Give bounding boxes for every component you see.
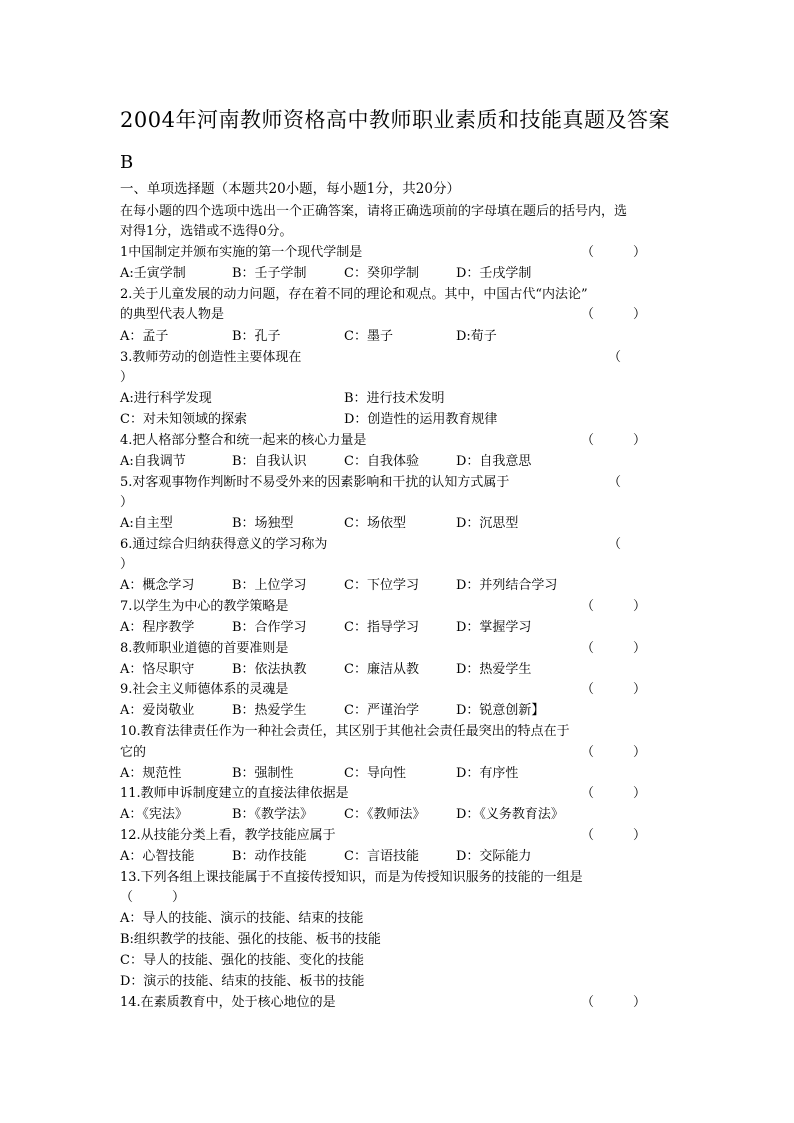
option-a: A:壬寅学制 xyxy=(120,266,186,281)
answer-blank: （ ） xyxy=(581,599,647,614)
option-c: C：《教师法》 xyxy=(344,807,426,822)
option-a: A:自我调节 xyxy=(120,454,186,469)
question-stem: 10.教育法律责任作为一种社会责任，其区别于其他社会责任最突出的特点在于 xyxy=(120,724,570,739)
option-c: C：导人的技能、强化的技能、变化的技能 xyxy=(120,953,364,968)
option-a: A:自主型 xyxy=(120,516,173,531)
option-c: C：对未知领域的探索 xyxy=(120,412,247,427)
question-stem: 6.通过综合归纳获得意义的学习称为 xyxy=(120,537,328,552)
question-stem: 14.在素质教育中，处于核心地位的是 xyxy=(120,995,336,1010)
option-c: C：癸卯学制 xyxy=(344,266,419,281)
answer-blank: （ ） xyxy=(581,828,647,843)
question-stem-continued: 它的 xyxy=(120,745,147,760)
option-c: C：严谨治学 xyxy=(344,703,419,718)
question-stem: 5.对客观事物作判断时不易受外来的因素影响和干扰的认知方式属于 xyxy=(120,475,510,490)
option-d: D：交际能力 xyxy=(456,849,532,864)
page-title: 2004年河南教师资格高中教师职业素质和技能真题及答案 xyxy=(120,108,670,132)
option-c: C：指导学习 xyxy=(344,620,419,635)
question-stem: 7.以学生为中心的教学策略是 xyxy=(120,599,289,614)
answer-blank: （ ） xyxy=(581,245,647,260)
option-b: B：孔子 xyxy=(232,329,281,344)
option-b: B：上位学习 xyxy=(232,578,307,593)
answer-blank: （ ） xyxy=(581,786,647,801)
option-b: B：依法执教 xyxy=(232,662,307,677)
option-b: B：合作学习 xyxy=(232,620,307,635)
question-stem: 12.从技能分类上看，教学技能应属于 xyxy=(120,828,336,843)
option-d: D：《义务教育法》 xyxy=(456,807,564,822)
question-stem-continued: 的典型代表人物是 xyxy=(120,307,225,322)
question-stem: 9.社会主义师德体系的灵魂是 xyxy=(120,682,289,697)
option-c: C：导向性 xyxy=(344,766,406,781)
answer-blank: （ ） xyxy=(581,307,647,322)
option-b: B：场独型 xyxy=(232,516,294,531)
option-a: A：爱岗敬业 xyxy=(120,703,195,718)
option-c: C：下位学习 xyxy=(344,578,419,593)
question-stem: 8.教师职业道德的首要准则是 xyxy=(120,641,289,656)
option-b: B：自我认识 xyxy=(232,454,307,469)
option-b: B：热爱学生 xyxy=(232,703,307,718)
option-d: D:荀子 xyxy=(456,329,497,344)
option-a: A：程序教学 xyxy=(120,620,195,635)
option-a: A：概念学习 xyxy=(120,578,195,593)
option-c: C：言语技能 xyxy=(344,849,419,864)
option-a: A：恪尽职守 xyxy=(120,662,195,677)
section-heading: 一、单项选择题（本题共20小题，每小题1分，共20分） xyxy=(120,181,460,197)
option-a: A:进行科学发现 xyxy=(120,391,212,406)
option-b: B：强制性 xyxy=(232,766,294,781)
option-d: D：自我意思 xyxy=(456,454,532,469)
option-b: B：《教学法》 xyxy=(232,807,314,822)
option-b: B：进行技术发明 xyxy=(344,391,445,406)
instruction-line-1: 在每小题的四个选项中选出一个正确答案，请将正确选项前的字母填在题后的括号内，选 xyxy=(120,204,628,219)
option-c: C：廉洁从教 xyxy=(344,662,419,677)
option-d: D：壬戌学制 xyxy=(456,266,532,281)
answer-blank: （ ） xyxy=(581,682,647,697)
option-a: A：规范性 xyxy=(120,766,182,781)
answer-blank: （ ） xyxy=(581,995,647,1010)
answer-paren-close: ） xyxy=(120,495,134,510)
option-d: D：热爱学生 xyxy=(456,662,532,677)
option-d: D：演示的技能、结束的技能、板书的技能 xyxy=(120,974,365,989)
version-label: B xyxy=(120,152,134,173)
answer-blank: （ ） xyxy=(581,641,647,656)
question-stem: 4.把人格部分整合和统一起来的核心力量是 xyxy=(120,433,367,448)
option-c: C：场依型 xyxy=(344,516,406,531)
answer-blank: （ ） xyxy=(581,433,647,448)
instruction-line-2: 对得1分，选错或不选得0分。 xyxy=(120,224,293,239)
option-b: B：动作技能 xyxy=(232,849,307,864)
question-stem: 1中国制定并颁布实施的第一个现代学制是 xyxy=(120,245,363,260)
answer-paren-open: （ xyxy=(608,350,622,365)
option-b: B:组织教学的技能、强化的技能、板书的技能 xyxy=(120,932,381,947)
option-a: A：《宪法》 xyxy=(120,807,188,822)
option-b: B：壬子学制 xyxy=(232,266,307,281)
option-a: A：心智技能 xyxy=(120,849,195,864)
option-d: D：锐意创新】 xyxy=(456,703,545,718)
option-c: C：自我体验 xyxy=(344,454,419,469)
answer-blank: （ ） xyxy=(120,890,186,905)
option-d: D：并列结合学习 xyxy=(456,578,558,593)
option-d: D：沉思型 xyxy=(456,516,519,531)
option-c: C：墨子 xyxy=(344,329,393,344)
answer-blank: （ ） xyxy=(581,745,647,760)
answer-paren-close: ） xyxy=(120,557,134,572)
option-d: D：创造性的运用教育规律 xyxy=(344,412,498,427)
question-stem: 3.教师劳动的创造性主要体现在 xyxy=(120,350,302,365)
option-d: D：掌握学习 xyxy=(456,620,532,635)
answer-paren-close: ） xyxy=(120,370,134,385)
option-d: D：有序性 xyxy=(456,766,519,781)
answer-paren-open: （ xyxy=(608,537,622,552)
option-a: A：孟子 xyxy=(120,329,169,344)
question-stem: 13.下列各组上课技能属于不直接传授知识，而是为传授知识服务的技能的一组是 xyxy=(120,870,583,885)
option-a: A：导人的技能、演示的技能、结束的技能 xyxy=(120,911,364,926)
answer-paren-open: （ xyxy=(608,475,622,490)
question-stem: 11.教师申诉制度建立的直接法律依据是 xyxy=(120,786,349,801)
question-stem: 2.关于儿童发展的动力问题，存在着不同的理论和观点。其中，中国古代“内法论” xyxy=(120,287,588,302)
